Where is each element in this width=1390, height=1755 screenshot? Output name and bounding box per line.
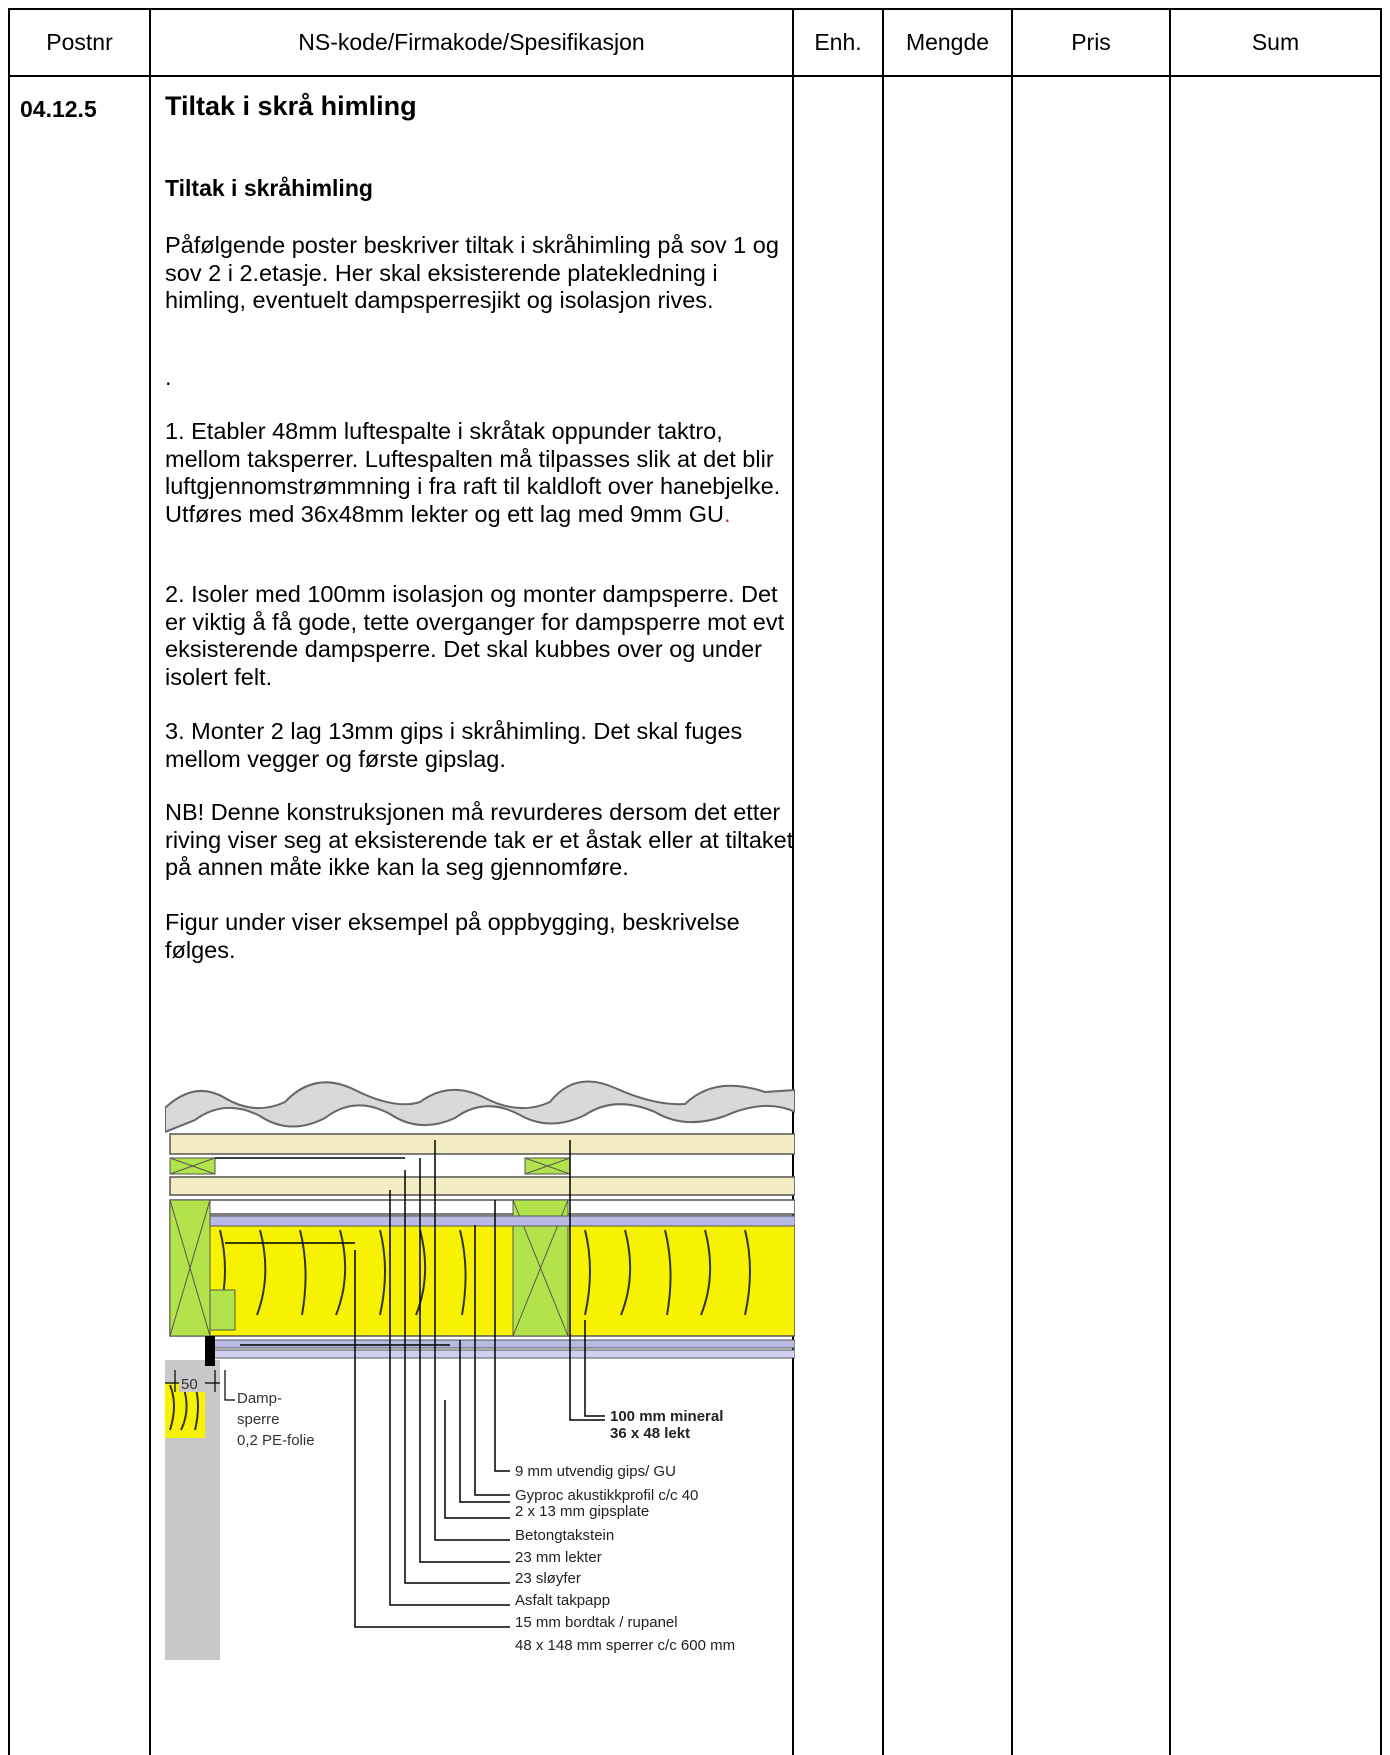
column-divider <box>149 8 151 1755</box>
step-2-paragraph: 2. Isoler med 100mm isolasjon og monter dampsperre. Det er viktig å få gode, tette overganger for dampsperre mot evt eksisterende dampsperre. Det skal kubbes over og under isolert felt. <box>165 581 785 690</box>
header-quantity: Mengde <box>905 29 990 55</box>
header-price: Pris <box>1071 29 1111 55</box>
label-gu: 9 mm utvendig gips/ GU <box>515 1463 676 1480</box>
item-subtitle: Tiltak i skråhimling <box>165 175 373 201</box>
step-3-paragraph: 3. Monter 2 lag 13mm gips i skråhimling. Det skal fuges mellom vegger og første gipslag. <box>165 718 743 772</box>
underlay <box>170 1177 795 1195</box>
column-divider <box>1169 8 1171 1755</box>
label-betongtakstein: Betongtakstein <box>515 1527 615 1544</box>
vapor-label-3: 0,2 PE-folie <box>237 1432 315 1449</box>
header-unit: Enh. <box>814 29 862 55</box>
intro-paragraph: Påfølgende poster beskriver tiltak i skråhimling på sov 1 og sov 2 i 2.etasje. Her skal eksisterende platekledning i himling, eventuelt dampsperresjikt og isolasjon rives. <box>165 232 779 313</box>
label-lekt: 36 x 48 lekt <box>610 1425 691 1442</box>
label-akustikkprofil: Gyproc akustikkprofil c/c 40 <box>515 1487 699 1504</box>
step-1-text: 1. Etabler 48mm luftespalte i skråtak oppunder taktro, mellom taksperrer. Luftespalten må tilpasses slik at det blir luftgjennomstrømmning i fra raft til kaldloft over hanebjelke. Utføres med 36x48mm lekter og ett lag med 9mm GU <box>165 418 781 527</box>
roof-tiles <box>165 1082 795 1132</box>
step-1-period: . <box>723 500 731 527</box>
batten-block <box>210 1290 235 1330</box>
label-takpapp: Asfalt takpapp <box>515 1592 611 1609</box>
label-sperrer: 48 x 148 mm sperrer c/c 600 mm <box>515 1637 736 1654</box>
column-divider <box>1011 8 1013 1755</box>
figure-note: Figur under viser eksempel på oppbygging, beskrivelse følges. <box>165 909 740 963</box>
roof-boarding <box>170 1134 795 1154</box>
gypsum-board <box>213 1350 795 1358</box>
vapor-layer <box>210 1216 795 1226</box>
separator-dot: . <box>165 364 172 390</box>
wall-plate <box>205 1336 215 1366</box>
column-divider <box>882 8 884 1755</box>
dimension-label: 50 <box>181 1376 198 1393</box>
nb-paragraph: NB! Denne konstruksjonen må revurderes dersom det etter riving viser seg at eksisterende tak er et åstak eller at tiltaket på annen måte ikke kan la seg gjennomføre. <box>165 799 794 880</box>
label-bordtak: 15 mm bordtak / rupanel <box>515 1614 678 1631</box>
item-title: Tiltak i skrå himling <box>165 91 417 121</box>
gypsum-board <box>213 1340 795 1348</box>
step-1-paragraph <box>165 418 795 528</box>
vapor-label-2: sperre <box>237 1411 280 1428</box>
label-mineral: 100 mm mineral <box>610 1408 724 1425</box>
item-postnr: 04.12.5 <box>20 96 97 122</box>
roof-section-figure <box>165 1040 795 1660</box>
figure-labels <box>515 1408 735 1654</box>
header-sum: Sum <box>1251 29 1300 55</box>
header-specification: NS-kode/Firmakode/Spesifikasjon <box>298 29 645 55</box>
air-gap <box>170 1200 795 1214</box>
vapor-label-1: Damp- <box>237 1390 283 1407</box>
label-lekter: 23 mm lekter <box>515 1549 602 1566</box>
insulation-layer <box>170 1216 795 1336</box>
label-sloyfer: 23 sløyfer <box>515 1570 581 1587</box>
header-postnr: Postnr <box>46 29 113 55</box>
label-gipsplate: 2 x 13 mm gipsplate <box>515 1503 650 1520</box>
